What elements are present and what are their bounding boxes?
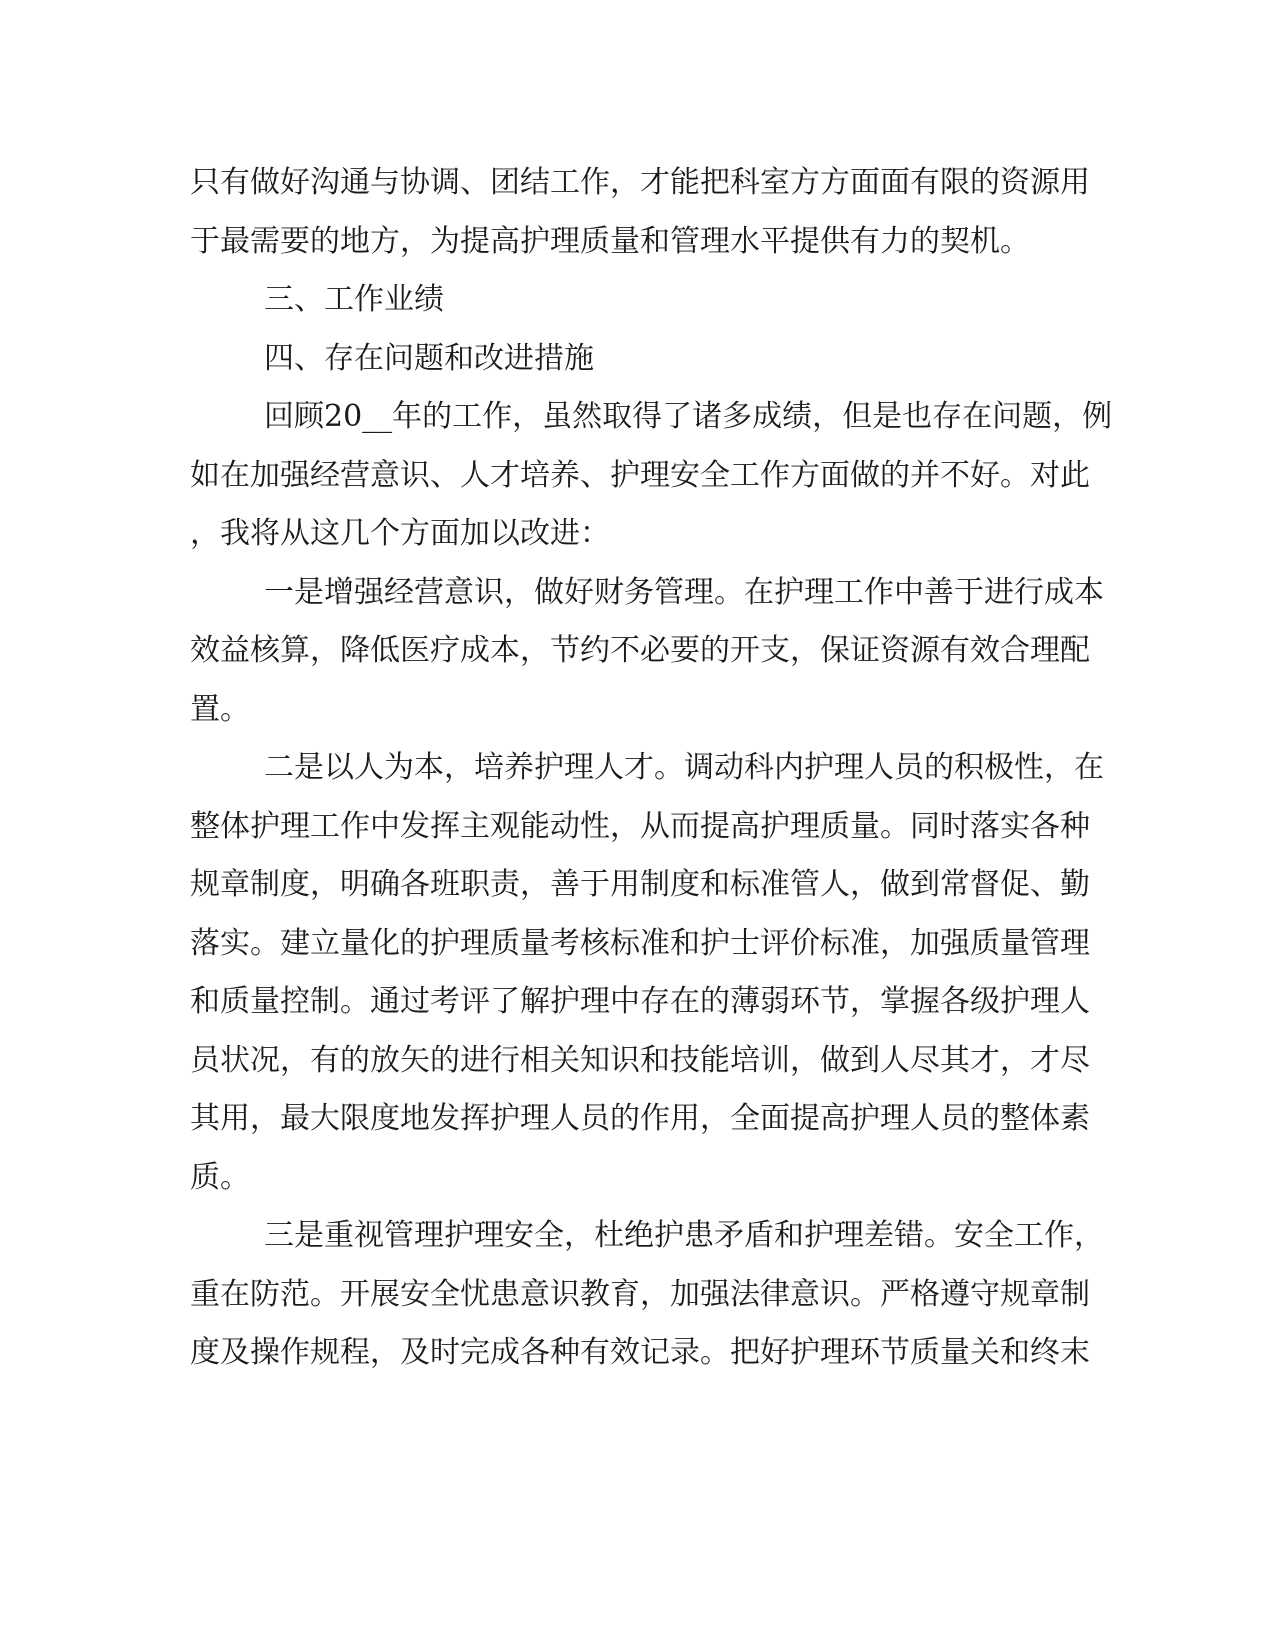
text-line: 置。 [190,692,250,727]
text-line: 和质量控制。通过考评了解护理中存在的薄弱环节，掌握各级护理人 [190,984,1090,1019]
text-line: 规章制度，明确各班职责，善于用制度和标准管人，做到常督促、勤 [190,867,1090,902]
text-line: 质。 [190,1160,250,1195]
text-line: 于最需要的地方，为提高护理质量和管理水平提供有力的契机。 [190,224,1030,259]
text-line: 员状况，有的放矢的进行相关知识和技能培训，做到人尽其才，才尽 [190,1043,1090,1078]
text-line: 其用，最大限度地发挥护理人员的作用，全面提高护理人员的整体素 [190,1101,1090,1136]
text-line: ，我将从这几个方面加以改进： [190,516,610,551]
paragraph-first-line: 一是增强经营意识，做好财务管理。在护理工作中善于进行成本 [264,575,1104,610]
section-heading: 三、工作业绩 [264,282,444,317]
text-line: 只有做好沟通与协调、团结工作，才能把科室方方面面有限的资源用 [190,165,1090,200]
text-line: 如在加强经营意识、人才培养、护理安全工作方面做的并不好。对此 [190,458,1090,493]
paragraph-first-line: 二是以人为本，培养护理人才。调动科内护理人员的积极性，在 [264,750,1104,785]
text-line: 整体护理工作中发挥主观能动性，从而提高护理质量。同时落实各种 [190,809,1090,844]
text-line: 效益核算，降低医疗成本，节约不必要的开支，保证资源有效合理配 [190,633,1090,668]
text-line: 重在防范。开展安全忧患意识教育，加强法律意识。严格遵守规章制 [190,1277,1090,1312]
text-line: 落实。建立量化的护理质量考核标准和护士评价标准，加强质量管理 [190,926,1090,961]
paragraph-first-line: 三是重视管理护理安全，杜绝护患矛盾和护理差错。安全工作， [264,1218,1104,1253]
section-heading: 四、存在问题和改进措施 [264,341,594,376]
text-line: 度及操作规程，及时完成各种有效记录。把好护理环节质量关和终末 [190,1335,1090,1370]
paragraph-first-line: 回顾20__年的工作，虽然取得了诸多成绩，但是也存在问题，例 [264,399,1113,434]
